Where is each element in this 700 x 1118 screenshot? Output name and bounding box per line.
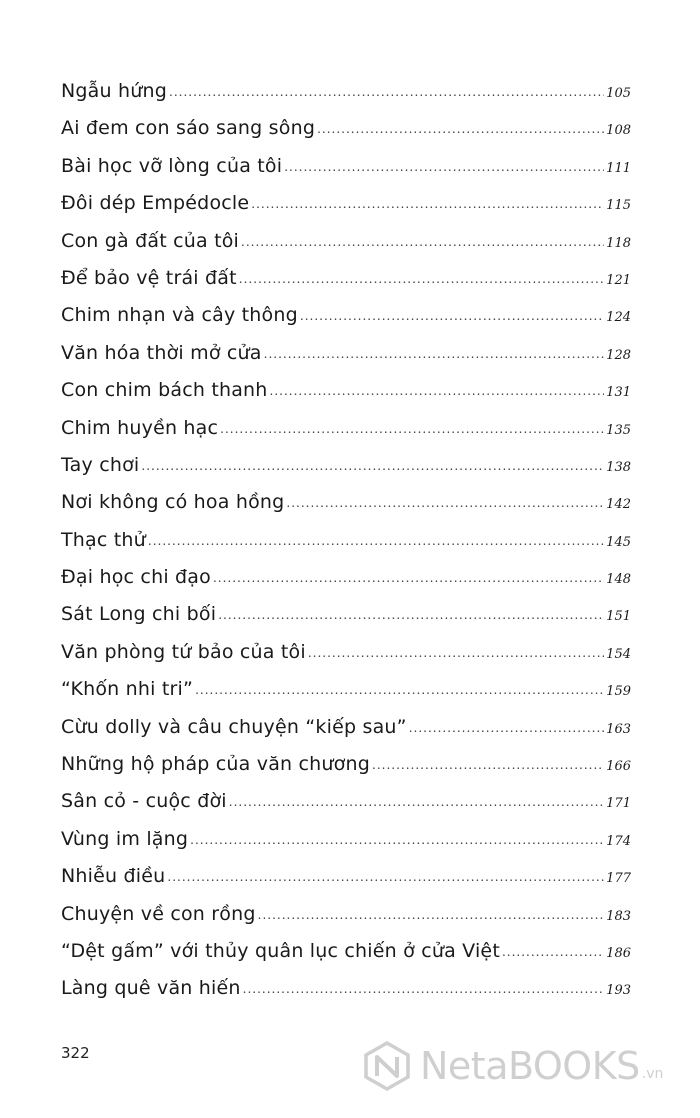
toc-dot-leader bbox=[213, 571, 604, 585]
toc-entry bbox=[61, 417, 631, 454]
toc-entry bbox=[61, 454, 631, 491]
toc-entry bbox=[61, 753, 631, 790]
toc-dot-leader bbox=[264, 347, 605, 361]
toc-dot-leader bbox=[190, 833, 604, 847]
toc-entry-title: Đại học chi đạo bbox=[61, 566, 211, 589]
toc-entry-title: Ngẫu hứng bbox=[61, 80, 167, 102]
toc-entry bbox=[61, 117, 631, 154]
toc-entry-page: 171 bbox=[606, 796, 631, 812]
toc-dot-leader bbox=[284, 160, 604, 174]
toc-entry-title: Chuyện về con rồng bbox=[61, 902, 256, 925]
toc-entry-title: Đôi dép Empédocle bbox=[61, 192, 250, 215]
toc-entry bbox=[61, 80, 631, 117]
toc-entry bbox=[61, 641, 631, 678]
watermark-text: NetaBOOKS bbox=[420, 1044, 640, 1088]
toc-entry bbox=[61, 192, 631, 229]
toc-entry bbox=[61, 155, 631, 192]
toc-entry bbox=[61, 678, 631, 715]
toc-entry-title: Những hộ pháp của văn chương bbox=[61, 753, 370, 776]
toc-entry-title: Tay chơi bbox=[61, 453, 140, 476]
toc-entry-page: 128 bbox=[606, 347, 631, 363]
toc-dot-leader bbox=[141, 459, 604, 473]
toc-entry bbox=[61, 529, 631, 566]
toc-dot-leader bbox=[270, 384, 605, 398]
toc-dot-leader bbox=[239, 272, 604, 286]
toc-entry-title: Thạc thử bbox=[61, 528, 146, 551]
toc-entry bbox=[61, 790, 631, 827]
toc-dot-leader bbox=[195, 683, 604, 697]
toc-entry-title: Chim nhạn và cây thông bbox=[61, 304, 298, 327]
watermark bbox=[362, 1040, 663, 1092]
toc-dot-leader bbox=[229, 795, 604, 809]
toc-entry bbox=[61, 977, 631, 1014]
toc-entry-page: 131 bbox=[606, 385, 631, 401]
toc-entry-title: Văn hóa thời mở cửa bbox=[61, 341, 262, 364]
toc-entry-title: Sân cỏ - cuộc đời bbox=[61, 790, 227, 813]
toc-dot-leader bbox=[220, 422, 604, 436]
toc-entry-page: 118 bbox=[606, 235, 631, 251]
toc-entry-page: 148 bbox=[606, 572, 631, 588]
toc-entry-page: 121 bbox=[606, 272, 631, 288]
toc-entry-title: Bài học vỡ lòng của tôi bbox=[61, 154, 283, 177]
page-number: 322 bbox=[61, 1044, 90, 1062]
toc-dot-leader bbox=[258, 908, 605, 922]
toc-entry-title: Văn phòng tứ bảo của tôi bbox=[61, 640, 306, 663]
toc-entry-page: 183 bbox=[606, 908, 631, 924]
toc-entry bbox=[61, 903, 631, 940]
toc-entry-title: “Khốn nhi tri” bbox=[61, 678, 194, 701]
toc-dot-leader bbox=[308, 646, 604, 660]
toc-entry-title: Ai đem con sáo sang sông bbox=[61, 117, 316, 140]
toc-entry-title: Để bảo vệ trái đất bbox=[61, 266, 237, 289]
toc-dot-leader bbox=[286, 496, 604, 510]
toc-entry-page: 163 bbox=[606, 721, 631, 737]
toc-dot-leader bbox=[502, 945, 604, 959]
toc-entry-page: 166 bbox=[606, 759, 631, 775]
toc-dot-leader bbox=[251, 197, 604, 211]
toc-entry-title: Con gà đất của tôi bbox=[61, 229, 240, 252]
toc-entry-title: Chim huyền hạc bbox=[61, 416, 219, 439]
toc-dot-leader bbox=[300, 309, 604, 323]
toc-entry bbox=[61, 716, 631, 753]
toc-dot-leader bbox=[372, 758, 604, 772]
toc-entry bbox=[61, 828, 631, 865]
toc-entry-title: Nhiễu điều bbox=[61, 865, 166, 888]
toc-entry bbox=[61, 267, 631, 304]
toc-entry-page: 174 bbox=[606, 833, 631, 849]
toc-entry-title: Con chim bách thanh bbox=[61, 379, 268, 402]
toc-entry-page: 159 bbox=[606, 684, 631, 700]
toc-entry-page: 138 bbox=[606, 459, 631, 475]
toc-entry-page: 193 bbox=[606, 983, 631, 999]
toc-entry-page: 135 bbox=[606, 422, 631, 438]
toc-entry-page: 115 bbox=[606, 198, 631, 214]
watermark-suffix: .vn bbox=[641, 1066, 664, 1082]
toc-entry-page: 108 bbox=[606, 123, 631, 139]
toc-entry bbox=[61, 566, 631, 603]
toc-entry-title: Nơi không có hoa hồng bbox=[61, 491, 285, 514]
toc-dot-leader bbox=[241, 235, 604, 249]
toc-entry-page: 151 bbox=[606, 609, 631, 625]
toc-entry bbox=[61, 491, 631, 528]
toc-entry-title: Sát Long chi bối bbox=[61, 603, 217, 626]
toc-entry-page: 105 bbox=[606, 86, 631, 101]
toc-entry bbox=[61, 342, 631, 379]
toc-entry-title: Vùng im lặng bbox=[61, 827, 189, 850]
toc-dot-leader bbox=[218, 608, 604, 622]
neta-logo-icon bbox=[362, 1040, 412, 1092]
toc-entry-page: 186 bbox=[606, 945, 631, 961]
toc-entry-page: 124 bbox=[606, 310, 631, 326]
toc-entry bbox=[61, 304, 631, 341]
toc-entry bbox=[61, 379, 631, 416]
toc-entry-title: Làng quê văn hiến bbox=[61, 977, 241, 1000]
toc-entry bbox=[61, 865, 631, 902]
toc-dot-leader bbox=[169, 85, 604, 99]
toc-dot-leader bbox=[243, 982, 605, 996]
table-of-contents bbox=[61, 80, 631, 1015]
toc-entry bbox=[61, 940, 631, 977]
toc-entry-title: Cừu dolly và câu chuyện “kiếp sau” bbox=[61, 715, 407, 738]
toc-entry-page: 145 bbox=[606, 534, 631, 550]
toc-dot-leader bbox=[167, 870, 604, 884]
toc-entry-title: “Dệt gấm” với thủy quân lục chiến ở cửa Việt bbox=[61, 939, 500, 962]
toc-dot-leader bbox=[409, 721, 604, 735]
toc-dot-leader bbox=[317, 122, 604, 136]
toc-entry bbox=[61, 230, 631, 267]
toc-entry bbox=[61, 603, 631, 640]
toc-dot-leader bbox=[148, 534, 604, 548]
toc-entry-page: 177 bbox=[606, 871, 631, 887]
toc-entry-page: 111 bbox=[606, 160, 631, 176]
toc-entry-page: 154 bbox=[606, 646, 631, 662]
toc-entry-page: 142 bbox=[606, 497, 631, 513]
